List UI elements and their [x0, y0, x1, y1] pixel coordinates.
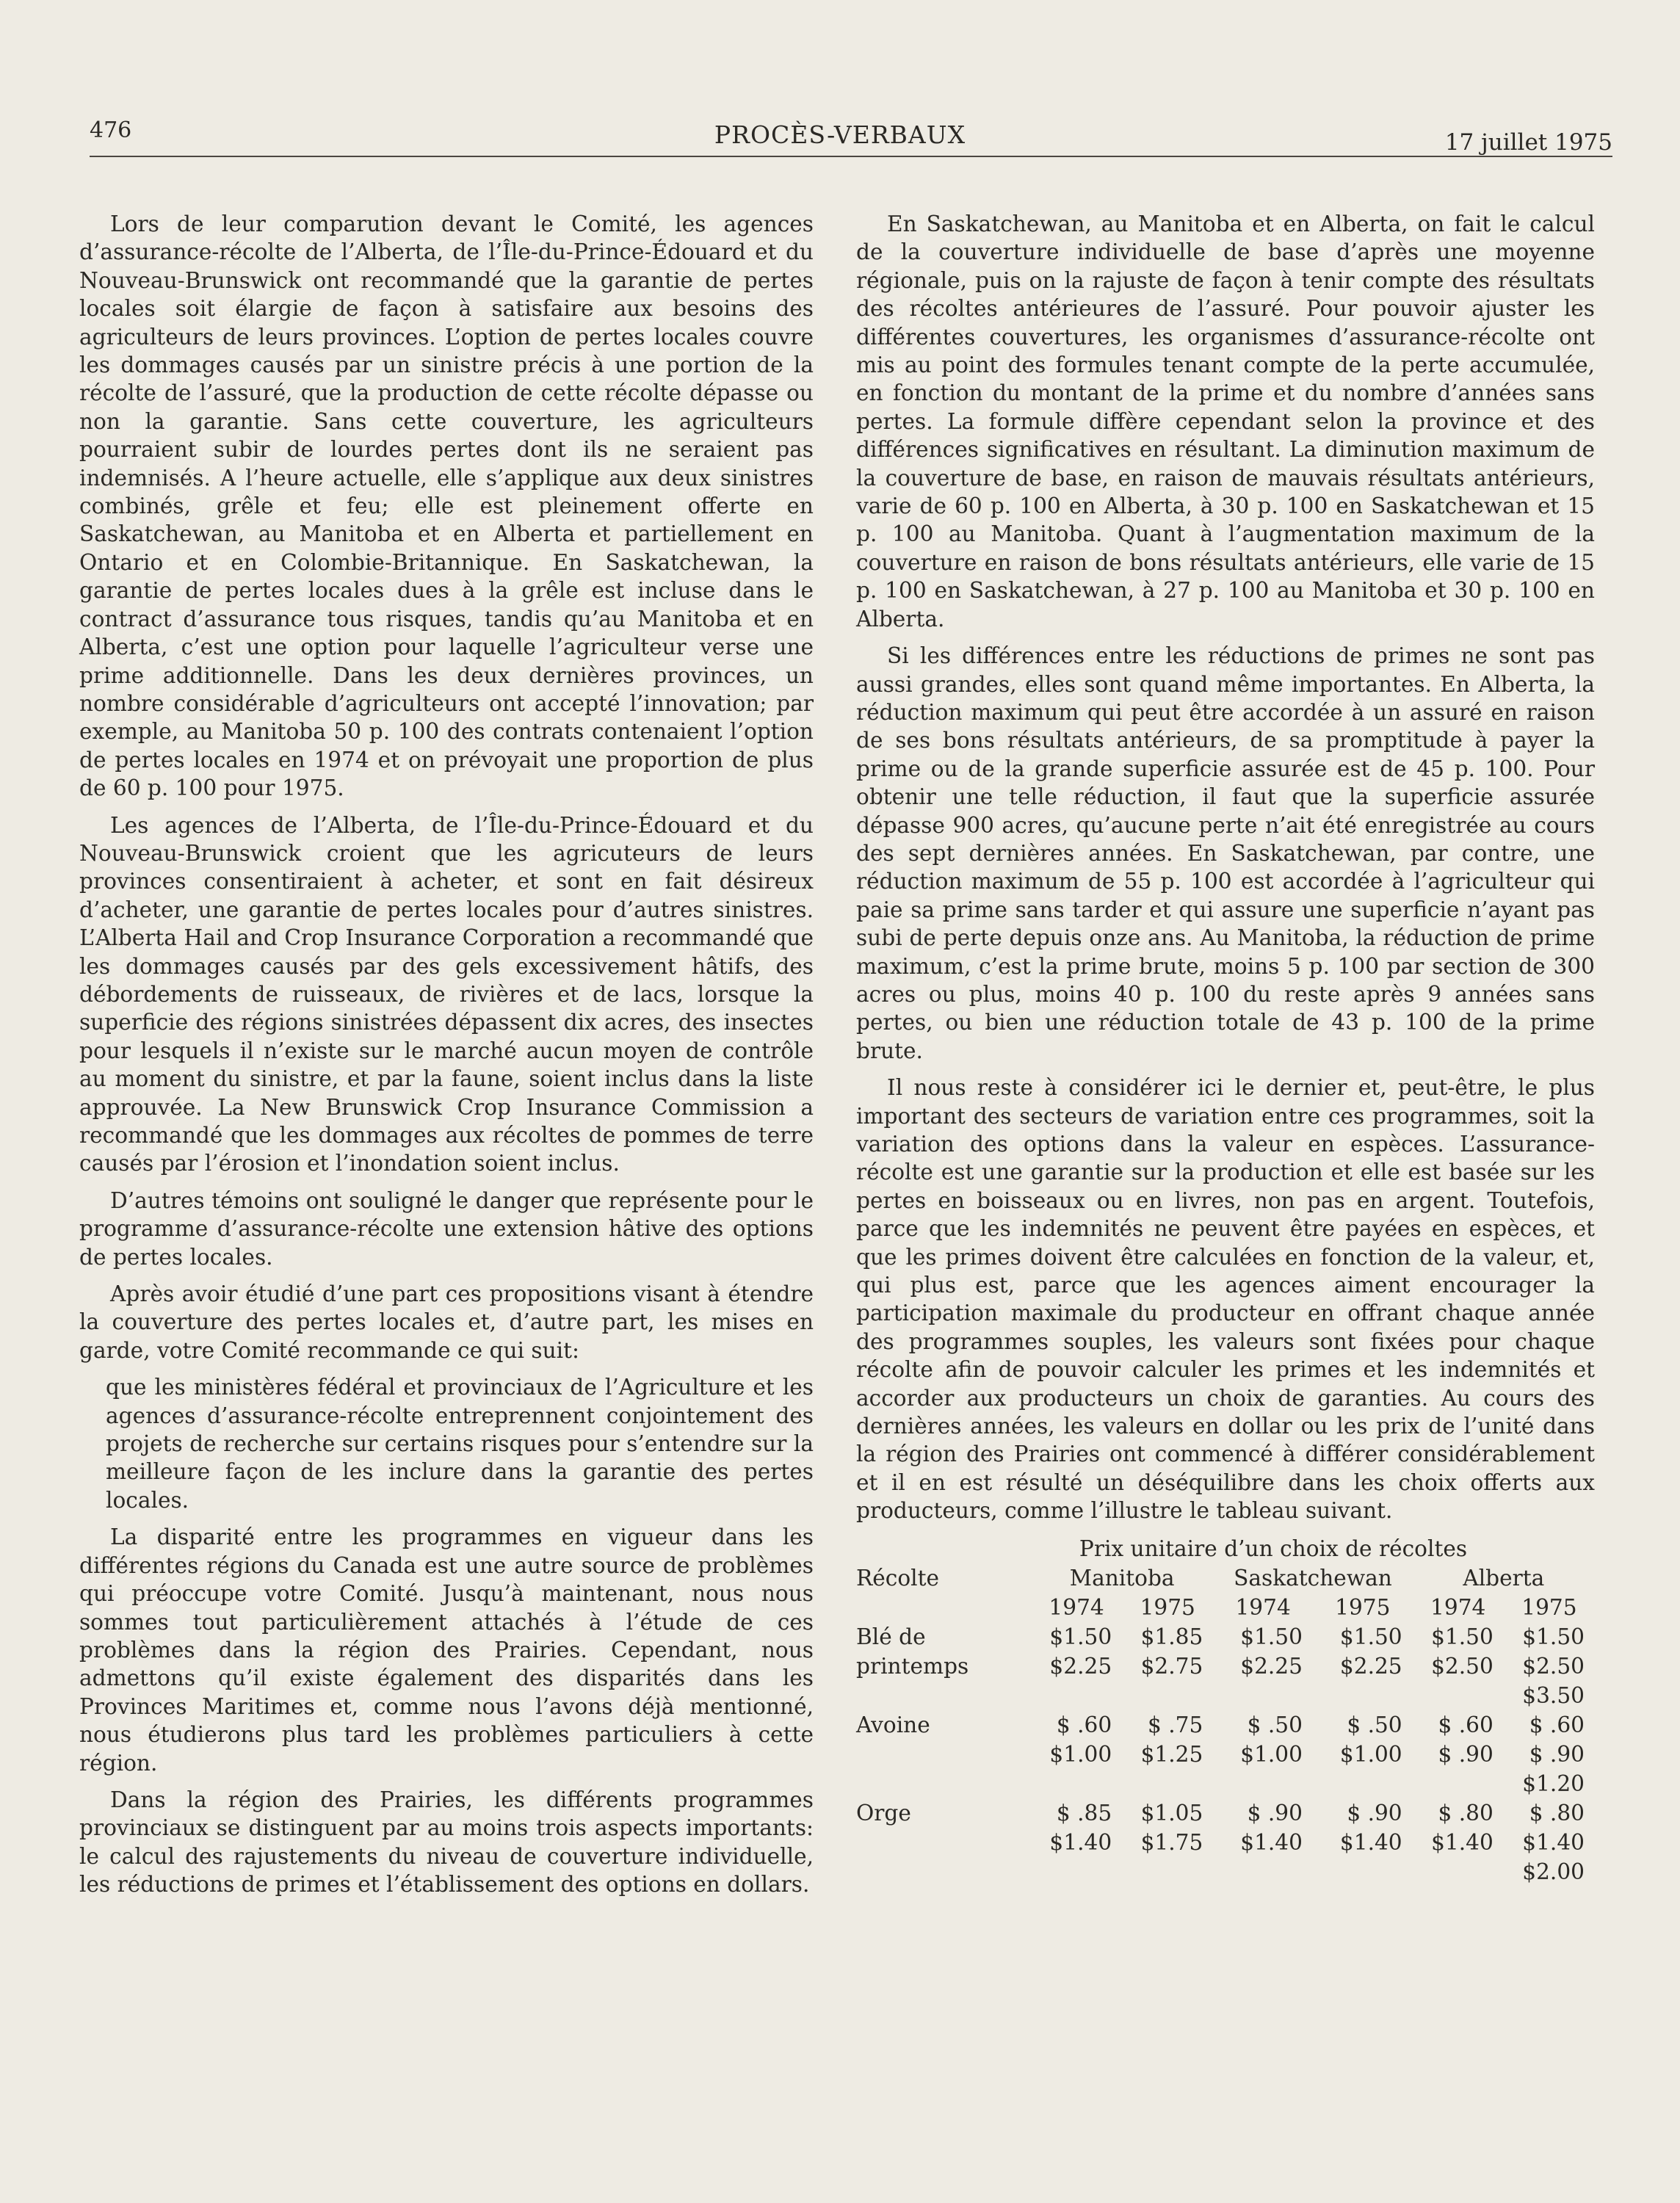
table-row — [856, 1622, 1595, 1652]
price-cell: $1.05 — [1140, 1800, 1203, 1826]
paragraph: Dans la région des Prairies, les différents programmes provinciaux se distinguent par au moins trois aspects importants: le calcul des rajustements du niveau de couverture individuelle, les réductions de primes et l’établissement des options en dollars. — [79, 1787, 814, 1898]
crop-label — [856, 1769, 1031, 1798]
header-rule — [90, 156, 1612, 157]
price-cell: $ .80 — [1438, 1800, 1493, 1826]
year-header: 1974 — [1049, 1594, 1104, 1620]
price-cell: $1.50 — [1522, 1624, 1585, 1649]
price-cell — [1213, 1857, 1313, 1887]
crop-label — [856, 1681, 1031, 1710]
crop-label: Blé de — [856, 1624, 926, 1649]
crop-label — [856, 1828, 1031, 1857]
price-cell — [1031, 1857, 1122, 1887]
price-cell — [1122, 1857, 1213, 1887]
table-row — [856, 1681, 1595, 1710]
price-cell — [1213, 1681, 1313, 1710]
price-cell: $ .90 — [1347, 1800, 1402, 1826]
table-row — [856, 1798, 1595, 1828]
table-row — [856, 1828, 1595, 1857]
price-cell: $ .85 — [1056, 1800, 1112, 1826]
price-cell: $1.50 — [1431, 1624, 1493, 1649]
table-title: Prix unitaire d’un choix de récoltes — [1079, 1535, 1468, 1561]
price-cell: $1.75 — [1140, 1829, 1203, 1855]
year-header: 1975 — [1335, 1594, 1391, 1620]
price-cell: $ .60 — [1529, 1712, 1585, 1737]
table-row — [856, 1710, 1595, 1740]
price-table-grid — [856, 1563, 1595, 1887]
table-row — [856, 1857, 1595, 1887]
paragraph: D’autres témoins ont souligné le danger que représente pour le programme d’assurance-récolte une extension hâtive des options de pertes locales. — [79, 1187, 814, 1270]
price-cell: $ .50 — [1347, 1712, 1402, 1737]
price-cell: $ .50 — [1247, 1712, 1303, 1737]
header-date: 17 juillet 1975 — [1444, 129, 1612, 156]
running-title: PROCÈS-VERBAUX — [714, 120, 966, 149]
price-cell: $1.40 — [1240, 1829, 1303, 1855]
price-cell: $ .60 — [1056, 1712, 1112, 1737]
price-cell — [1313, 1769, 1413, 1798]
price-cell — [1031, 1681, 1122, 1710]
price-cell: $2.25 — [1049, 1653, 1112, 1679]
paragraph: La disparité entre les programmes en vigueur dans les différentes régions du Canada est une autre source de problèmes qui préoccupe votre Comité. Jusqu’à maintenant, nous nous sommes tout particulièrement attachés à l’étude de ces problèmes dans la région des Prairies. Cependant, nous admettons qu’il existe également des disparités dans les Provinces Maritimes et, comme nous l’avons déjà mentionné, nous étudierons plus tard les problèmes particuliers à cette région. — [79, 1524, 814, 1776]
price-cell — [1031, 1769, 1122, 1798]
paragraph: En Saskatchewan, au Manitoba et en Alberta, on fait le calcul de la couverture individuelle de base d’après une moyenne régionale, puis on la rajuste de façon à tenir compte des résultats des récoltes antérieures de l’assuré. Pour pouvoir ajuster les différentes couvertures, les organismes d’assurance-récolte ont mis au point des formules tenant compte de la perte accumulée, en fonction du montant de la prime et du nombre d’années sans pertes. La formule diffère cependant selon la province et des différences significatives en résultant. La diminution maximum de la couverture de base, en raison de mauvais résultats antérieurs, varie de 60 p. 100 en Alberta, à 30 p. 100 en Saskatchewan et 15 p. 100 au Manitoba. Quant à l’augmentation maximum de la couverture en raison de bons résultats antérieurs, elle varie de 15 p. 100 en Saskatchewan, à 27 p. 100 au Manitoba et 30 p. 100 en Alberta. — [856, 211, 1595, 632]
price-cell: $ .75 — [1148, 1712, 1203, 1737]
price-cell: $1.85 — [1140, 1624, 1203, 1649]
province-header: Saskatchewan — [1234, 1565, 1392, 1591]
year-header: 1974 — [1430, 1594, 1486, 1620]
price-cell: $1.00 — [1049, 1741, 1112, 1767]
table-row — [856, 1740, 1595, 1769]
year-header: 1974 — [1235, 1594, 1291, 1620]
year-header: 1975 — [1140, 1594, 1195, 1620]
crop-column-header: Récolte — [856, 1565, 940, 1591]
price-cell: $2.25 — [1339, 1653, 1402, 1679]
table-header-row — [856, 1563, 1595, 1593]
crop-label — [856, 1740, 1031, 1769]
price-cell: $ .90 — [1529, 1741, 1585, 1767]
recommendation-paragraph: que les ministères fédéral et provinciaux de l’Agriculture et les agences d’assurance-récolte entreprennent conjointement des projets de recherche sur certains risques pour s’entendre sur la meilleure façon de les inclure dans la garantie des pertes locales. — [106, 1375, 814, 1513]
right-column — [856, 210, 1595, 1887]
price-cell: $2.25 — [1240, 1653, 1303, 1679]
price-cell: $2.50 — [1522, 1653, 1585, 1679]
price-cell — [1122, 1769, 1213, 1798]
price-cell: $1.40 — [1431, 1829, 1493, 1855]
price-cell: $1.40 — [1339, 1829, 1402, 1855]
table-row — [856, 1769, 1595, 1798]
price-cell — [1413, 1769, 1504, 1798]
price-cell: $1.50 — [1240, 1624, 1303, 1649]
paragraph: Les agences de l’Alberta, de l’Île-du-Prince-Édouard et du Nouveau-Brunswick croient que les agricuteurs de leurs provinces consentiraient à acheter, et sont en fait désireux d’acheter, une garantie de pertes locales pour d’autres sinistres. L’Alberta Hail and Crop Insurance Corporation a recommandé que les dommages causés par des gels excessivement hâtifs, des débordements de ruisseaux, de rivières et de lacs, lorsque la superficie des régions sinistrées dépassent dix acres, des insectes pour lesquels il n’existe sur le marché aucun moyen de contrôle au moment du sinistre, et par la faune, soient inclus dans la liste approuvée. La New Brunswick Crop Insurance Commission a recommandé que les dommages aux récoltes de pommes de terre causés par l’érosion et l’inondation soient inclus. — [79, 812, 814, 1176]
price-cell: $ .90 — [1247, 1800, 1303, 1826]
price-cell: $1.25 — [1140, 1741, 1203, 1767]
price-cell: $ .90 — [1438, 1741, 1493, 1767]
province-header: Manitoba — [1069, 1565, 1175, 1591]
crop-label — [856, 1857, 1031, 1887]
price-cell — [1213, 1769, 1313, 1798]
paragraph: Lors de leur comparution devant le Comité, les agences d’assurance-récolte de l’Alberta, de l’Île-du-Prince-Édouard et du Nouveau-Brunswick ont recommandé que la garantie de pertes locales soit élargie de façon à satisfaire aux besoins des agriculteurs de leurs provinces. L’option de pertes locales couvre les dommages causés par un sinistre précis à une portion de la récolte de l’assuré, que la production de cette récolte dépasse ou non la garantie. Sans cette couverture, les agriculteurs pourraient subir de lourdes pertes dont ils ne seraient pas indemnisés. A l’heure actuelle, elle s’applique aux deux sinistres combinés, grêle et feu; elle est pleinement offerte en Saskatchewan, au Manitoba et en Alberta et partiellement en Ontario et en Colombie-Britannique. En Saskatchewan, la garantie de pertes locales dues à la grêle est incluse dans le contract d’assurance tous risques, tandis qu’au Manitoba et en Alberta, c’est une option pour laquelle l’agriculteur verse une prime additionnelle. Dans les deux dernières provinces, un nombre considérable d’agriculteurs ont accepté l’innovation; par exemple, au Manitoba 50 p. 100 des contrats contenaient l’option de pertes locales en 1974 et on prévoyait une proportion de plus de 60 p. 100 pour 1975. — [79, 211, 814, 801]
price-cell: $1.50 — [1339, 1624, 1402, 1649]
province-header: Alberta — [1463, 1565, 1545, 1591]
table-row — [856, 1652, 1595, 1681]
price-cell: $1.40 — [1049, 1829, 1112, 1855]
left-column — [79, 210, 814, 1908]
price-cell: $2.50 — [1431, 1653, 1493, 1679]
page-number: 476 — [90, 117, 132, 143]
crop-label: Avoine — [856, 1712, 930, 1737]
paragraph: Si les différences entre les réductions de primes ne sont pas aussi grandes, elles sont quand même importantes. En Alberta, la réduction maximum qui peut être accordée à un assuré en raison de ses bons résultats antérieurs, de sa promptitude à payer la prime ou de la grande superficie assurée est de 45 p. 100. Pour obtenir une telle réduction, il faut que la superficie assurée dépasse 900 acres, qu’aucune perte n’ait été enregistrée au cours des sept dernières années. En Saskatchewan, par contre, une réduction maximum de 55 p. 100 est accordée à l’agriculteur qui paie sa prime sans tarder et qui assure une superficie n’ayant pas subi de perte depuis onze ans. Au Manitoba, la réduction de prime maximum, c’est la prime brute, moins 5 p. 100 par section de 300 acres ou plus, moins 40 p. 100 du reste après 9 années sans pertes, ou bien une réduction totale de 43 p. 100 de la prime brute. — [856, 643, 1595, 1063]
crop-label: printemps — [856, 1653, 969, 1679]
price-cell: $2.00 — [1522, 1859, 1585, 1884]
price-cell: $3.50 — [1522, 1682, 1585, 1708]
price-cell: $1.50 — [1049, 1624, 1112, 1649]
paragraph: Après avoir étudié d’une part ces propositions visant à étendre la couverture des pertes locales et, d’autre part, les mises en garde, votre Comité recommande ce qui suit: — [79, 1281, 814, 1363]
price-cell — [1122, 1681, 1213, 1710]
table-year-row — [856, 1593, 1595, 1622]
price-cell: $1.20 — [1522, 1770, 1585, 1796]
crop-label: Orge — [856, 1800, 911, 1826]
price-cell: $1.40 — [1522, 1829, 1585, 1855]
price-cell: $ .60 — [1438, 1712, 1493, 1737]
paragraph: Il nous reste à considérer ici le dernier et, peut-être, le plus important des secteurs de variation entre ces programmes, soit la variation des options dans la valeur en espèces. L’assurance-récolte est une garantie sur la production et elle est basée sur les pertes en boisseaux ou en livres, non pas en argent. Toutefois, parce que les indemnités ne peuvent être payées en espèces, et que les primes doivent être calculées en fonction de la valeur, et, qui plus est, parce que les agences aiment encourager la participation maximale du producteur en offrant chaque année des programmes souples, les valeurs sont fixées pour chaque récolte afin de pouvoir calculer les primes et les indemnités et accorder aux producteurs un choix de garanties. Au cours des dernières années, les valeurs en dollar ou les prix de l’unité dans la région des Prairies ont commencé à différer considérablement et il en est résulté un déséquilibre dans les choix offerts aux producteurs, comme l’illustre le tableau suivant. — [856, 1075, 1595, 1524]
price-cell: $2.75 — [1140, 1653, 1203, 1679]
price-cell — [1413, 1857, 1504, 1887]
year-header: 1975 — [1521, 1594, 1577, 1620]
price-table-body — [856, 1622, 1595, 1887]
price-cell — [1313, 1681, 1413, 1710]
price-table — [856, 1534, 1595, 1887]
price-cell: $1.00 — [1240, 1741, 1303, 1767]
price-cell: $ .80 — [1529, 1800, 1585, 1826]
price-cell — [1313, 1857, 1413, 1887]
price-cell: $1.00 — [1339, 1741, 1402, 1767]
price-cell — [1413, 1681, 1504, 1710]
